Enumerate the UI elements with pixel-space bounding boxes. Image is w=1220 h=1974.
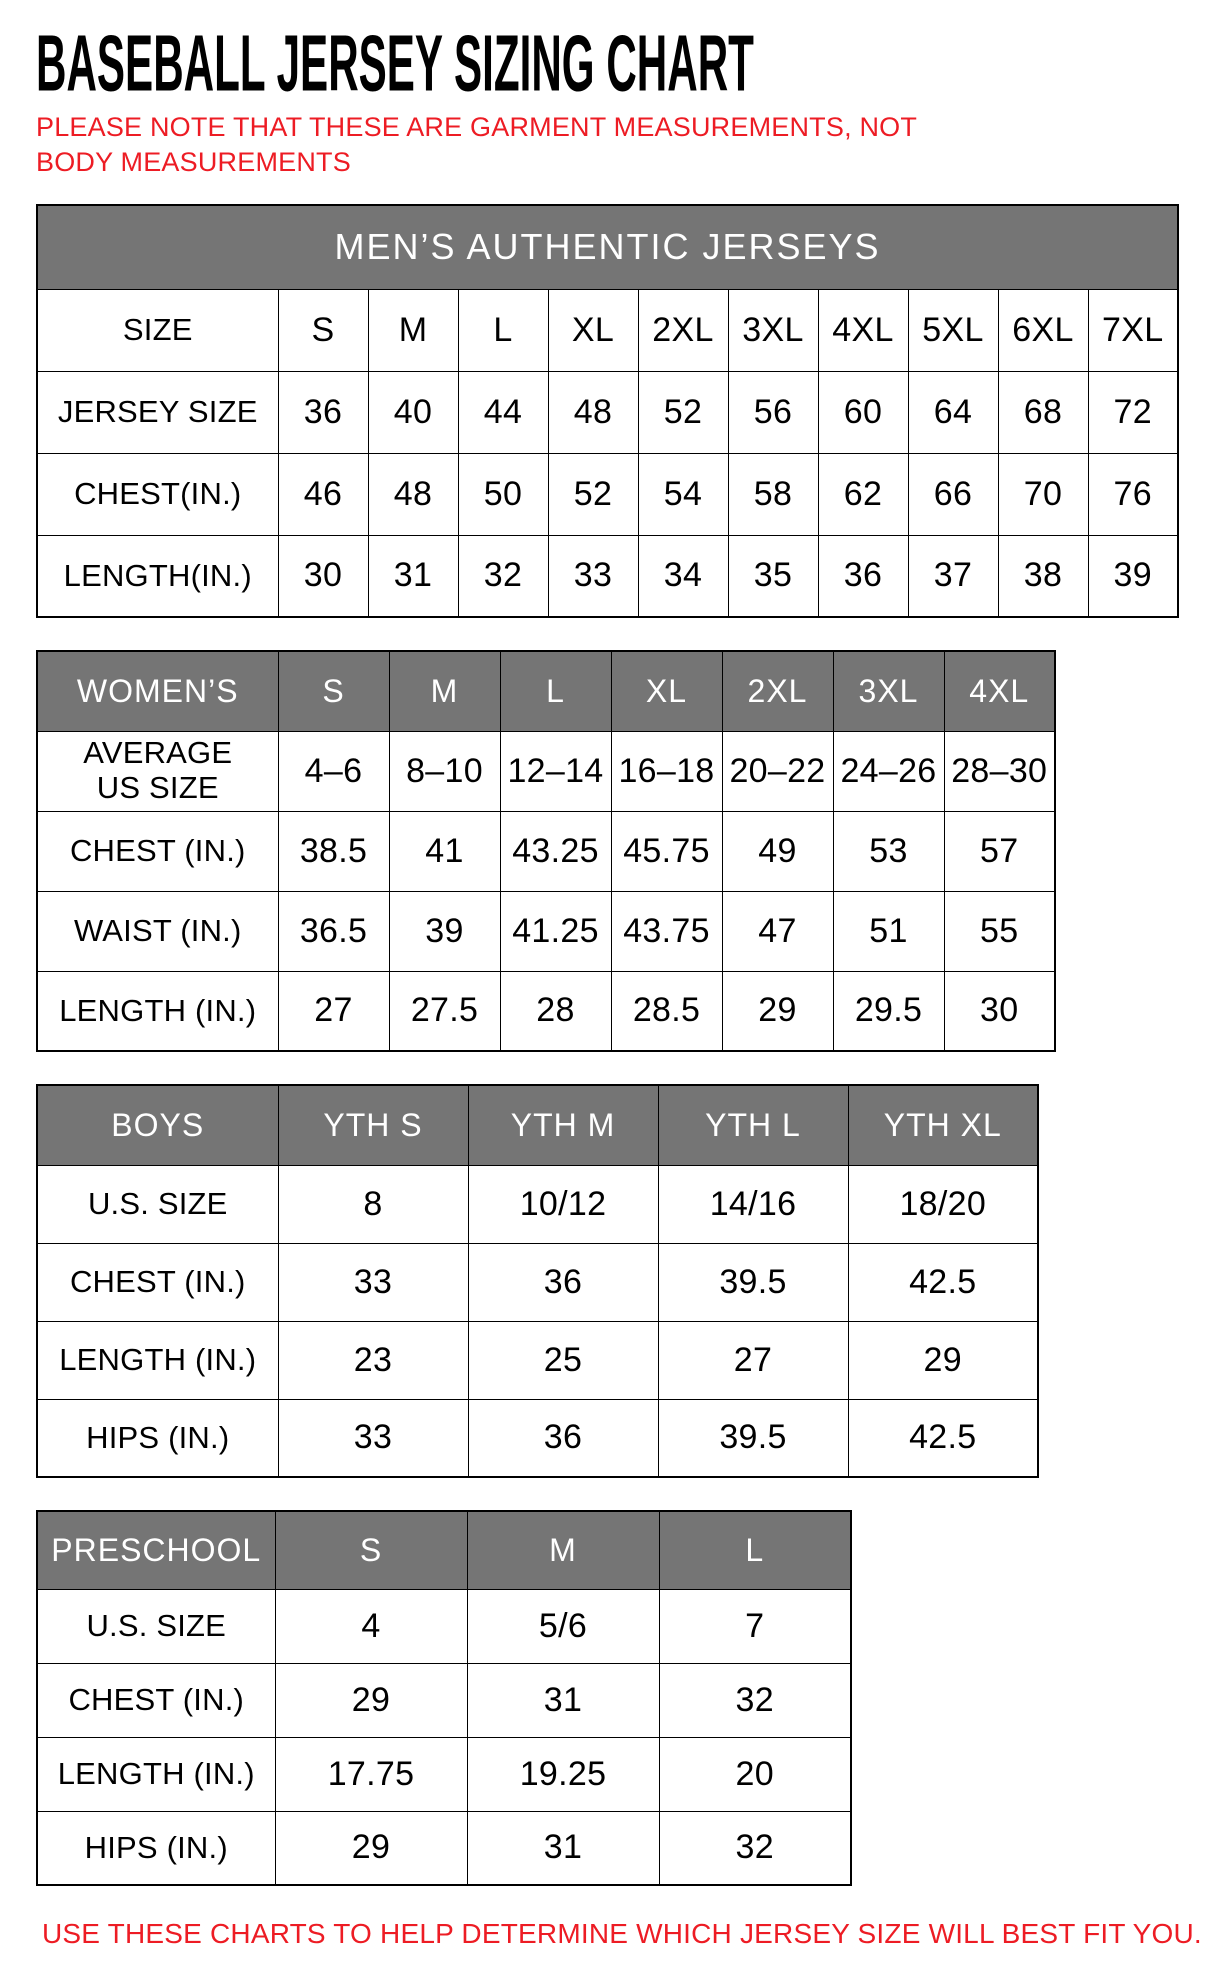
value-cell: 29 xyxy=(275,1811,467,1885)
header-row xyxy=(37,651,1055,731)
row-label-cell: HIPS (IN.) xyxy=(37,1811,275,1885)
table-row xyxy=(37,1399,1038,1477)
footer-note: USE THESE CHARTS TO HELP DETERMINE WHICH JERSEY SIZE WILL BEST FIT YOU. xyxy=(42,1918,1202,1950)
value-cell: 31 xyxy=(467,1663,659,1737)
value-cell: 41.25 xyxy=(500,891,611,971)
table-row xyxy=(37,811,1055,891)
column-header-cell: YTH L xyxy=(658,1085,848,1165)
value-cell: 50 xyxy=(458,453,548,535)
value-cell: 35 xyxy=(728,535,818,617)
row-label-cell: CHEST (IN.) xyxy=(37,1663,275,1737)
table-banner-mens: MEN’S AUTHENTIC JERSEYS xyxy=(37,205,1178,289)
value-cell: 41 xyxy=(389,811,500,891)
value-cell: 29 xyxy=(848,1321,1038,1399)
value-cell: 6XL xyxy=(998,289,1088,371)
row-label-cell: CHEST (IN.) xyxy=(37,811,278,891)
value-cell: L xyxy=(458,289,548,371)
sizing-table-womens xyxy=(36,650,1056,1052)
value-cell: 33 xyxy=(548,535,638,617)
row-label-cell: AVERAGE US SIZE xyxy=(37,731,278,811)
column-header-cell: 3XL xyxy=(833,651,944,731)
value-cell: 66 xyxy=(908,453,998,535)
column-header-cell: L xyxy=(659,1511,851,1589)
column-header-cell: S xyxy=(278,651,389,731)
value-cell: 23 xyxy=(278,1321,468,1399)
header-row xyxy=(37,1085,1038,1165)
column-header-cell: M xyxy=(467,1511,659,1589)
value-cell: 48 xyxy=(368,453,458,535)
value-cell: 29.5 xyxy=(833,971,944,1051)
row-label-cell: LENGTH (IN.) xyxy=(37,1321,278,1399)
value-cell: 27 xyxy=(278,971,389,1051)
sizing-table-boys xyxy=(36,1084,1039,1478)
table-row xyxy=(37,1589,851,1663)
value-cell: 30 xyxy=(944,971,1055,1051)
row-label-cell: HIPS (IN.) xyxy=(37,1399,278,1477)
column-header-cell: L xyxy=(500,651,611,731)
table-row xyxy=(37,1737,851,1811)
value-cell: 4–6 xyxy=(278,731,389,811)
value-cell: 7 xyxy=(659,1589,851,1663)
row-label-cell: JERSEY SIZE xyxy=(37,371,278,453)
value-cell: 70 xyxy=(998,453,1088,535)
table-row xyxy=(37,1811,851,1885)
value-cell: 43.75 xyxy=(611,891,722,971)
value-cell: 17.75 xyxy=(275,1737,467,1811)
value-cell: XL xyxy=(548,289,638,371)
value-cell: 25 xyxy=(468,1321,658,1399)
value-cell: 8–10 xyxy=(389,731,500,811)
tables-container xyxy=(36,204,1186,1886)
value-cell: 20 xyxy=(659,1737,851,1811)
value-cell: 36 xyxy=(468,1399,658,1477)
column-header-cell: S xyxy=(275,1511,467,1589)
value-cell: 38.5 xyxy=(278,811,389,891)
page-title xyxy=(36,18,1186,108)
column-header-cell: YTH XL xyxy=(848,1085,1038,1165)
row-label-cell: CHEST (IN.) xyxy=(37,1243,278,1321)
table-row xyxy=(37,731,1055,811)
value-cell: 54 xyxy=(638,453,728,535)
column-header-cell: 2XL xyxy=(722,651,833,731)
value-cell: 18/20 xyxy=(848,1165,1038,1243)
value-cell: 4XL xyxy=(818,289,908,371)
value-cell: 14/16 xyxy=(658,1165,848,1243)
value-cell: 53 xyxy=(833,811,944,891)
value-cell: 33 xyxy=(278,1243,468,1321)
value-cell: 57 xyxy=(944,811,1055,891)
header-label-womens: WOMEN’S xyxy=(37,651,278,731)
row-label-cell: CHEST(IN.) xyxy=(37,453,278,535)
column-header-cell: YTH M xyxy=(468,1085,658,1165)
value-cell: 64 xyxy=(908,371,998,453)
sizing-table-preschool xyxy=(36,1510,852,1886)
value-cell: 40 xyxy=(368,371,458,453)
table-row xyxy=(37,891,1055,971)
value-cell: 29 xyxy=(722,971,833,1051)
column-header-cell: XL xyxy=(611,651,722,731)
header-label-boys: BOYS xyxy=(37,1085,278,1165)
value-cell: 45.75 xyxy=(611,811,722,891)
page-title-text: BASEBALL JERSEY SIZING CHART xyxy=(36,18,754,108)
value-cell: 39.5 xyxy=(658,1399,848,1477)
row-label-cell: LENGTH (IN.) xyxy=(37,971,278,1051)
value-cell: 56 xyxy=(728,371,818,453)
value-cell: 39.5 xyxy=(658,1243,848,1321)
value-cell: 2XL xyxy=(638,289,728,371)
value-cell: 4 xyxy=(275,1589,467,1663)
value-cell: 46 xyxy=(278,453,368,535)
column-header-cell: YTH S xyxy=(278,1085,468,1165)
value-cell: 5XL xyxy=(908,289,998,371)
table-row xyxy=(37,289,1178,371)
value-cell: 37 xyxy=(908,535,998,617)
value-cell: 36 xyxy=(468,1243,658,1321)
value-cell: 16–18 xyxy=(611,731,722,811)
row-label-cell: U.S. SIZE xyxy=(37,1589,275,1663)
row-label-cell: LENGTH(IN.) xyxy=(37,535,278,617)
value-cell: 28–30 xyxy=(944,731,1055,811)
row-label-cell: U.S. SIZE xyxy=(37,1165,278,1243)
table-row xyxy=(37,1165,1038,1243)
value-cell: 38 xyxy=(998,535,1088,617)
value-cell: 32 xyxy=(659,1811,851,1885)
value-cell: S xyxy=(278,289,368,371)
value-cell: 43.25 xyxy=(500,811,611,891)
table-row xyxy=(37,971,1055,1051)
value-cell: 49 xyxy=(722,811,833,891)
value-cell: 68 xyxy=(998,371,1088,453)
value-cell: 7XL xyxy=(1088,289,1178,371)
table-row xyxy=(37,1321,1038,1399)
value-cell: 28.5 xyxy=(611,971,722,1051)
column-header-cell: 4XL xyxy=(944,651,1055,731)
value-cell: 32 xyxy=(458,535,548,617)
value-cell: 42.5 xyxy=(848,1243,1038,1321)
row-label-cell: SIZE xyxy=(37,289,278,371)
value-cell: 33 xyxy=(278,1399,468,1477)
sizing-table-mens xyxy=(36,204,1179,618)
value-cell: 32 xyxy=(659,1663,851,1737)
banner-row xyxy=(37,205,1178,289)
value-cell: 52 xyxy=(638,371,728,453)
value-cell: 8 xyxy=(278,1165,468,1243)
value-cell: 27 xyxy=(658,1321,848,1399)
value-cell: 30 xyxy=(278,535,368,617)
value-cell: 44 xyxy=(458,371,548,453)
value-cell: 72 xyxy=(1088,371,1178,453)
column-header-cell: M xyxy=(389,651,500,731)
value-cell: 42.5 xyxy=(848,1399,1038,1477)
value-cell: 3XL xyxy=(728,289,818,371)
value-cell: 24–26 xyxy=(833,731,944,811)
value-cell: 47 xyxy=(722,891,833,971)
value-cell: 10/12 xyxy=(468,1165,658,1243)
table-row xyxy=(37,1243,1038,1321)
value-cell: 36 xyxy=(818,535,908,617)
row-label-cell: WAIST (IN.) xyxy=(37,891,278,971)
table-row xyxy=(37,371,1178,453)
value-cell: 58 xyxy=(728,453,818,535)
value-cell: 36.5 xyxy=(278,891,389,971)
value-cell: 48 xyxy=(548,371,638,453)
header-row xyxy=(37,1511,851,1589)
value-cell: 29 xyxy=(275,1663,467,1737)
value-cell: 19.25 xyxy=(467,1737,659,1811)
value-cell: 20–22 xyxy=(722,731,833,811)
value-cell: 12–14 xyxy=(500,731,611,811)
table-row xyxy=(37,453,1178,535)
value-cell: 5/6 xyxy=(467,1589,659,1663)
row-label-cell: LENGTH (IN.) xyxy=(37,1737,275,1811)
value-cell: 51 xyxy=(833,891,944,971)
value-cell: 52 xyxy=(548,453,638,535)
table-row xyxy=(37,1663,851,1737)
value-cell: 55 xyxy=(944,891,1055,971)
value-cell: M xyxy=(368,289,458,371)
garment-measurements-note: PLEASE NOTE THAT THESE ARE GARMENT MEASUREMENTS, NOT BODY MEASUREMENTS xyxy=(36,112,917,178)
header-label-preschool: PRESCHOOL xyxy=(37,1511,275,1589)
value-cell: 34 xyxy=(638,535,728,617)
value-cell: 76 xyxy=(1088,453,1178,535)
value-cell: 39 xyxy=(1088,535,1178,617)
value-cell: 39 xyxy=(389,891,500,971)
table-row xyxy=(37,535,1178,617)
value-cell: 60 xyxy=(818,371,908,453)
value-cell: 28 xyxy=(500,971,611,1051)
value-cell: 27.5 xyxy=(389,971,500,1051)
value-cell: 31 xyxy=(368,535,458,617)
value-cell: 36 xyxy=(278,371,368,453)
value-cell: 31 xyxy=(467,1811,659,1885)
value-cell: 62 xyxy=(818,453,908,535)
